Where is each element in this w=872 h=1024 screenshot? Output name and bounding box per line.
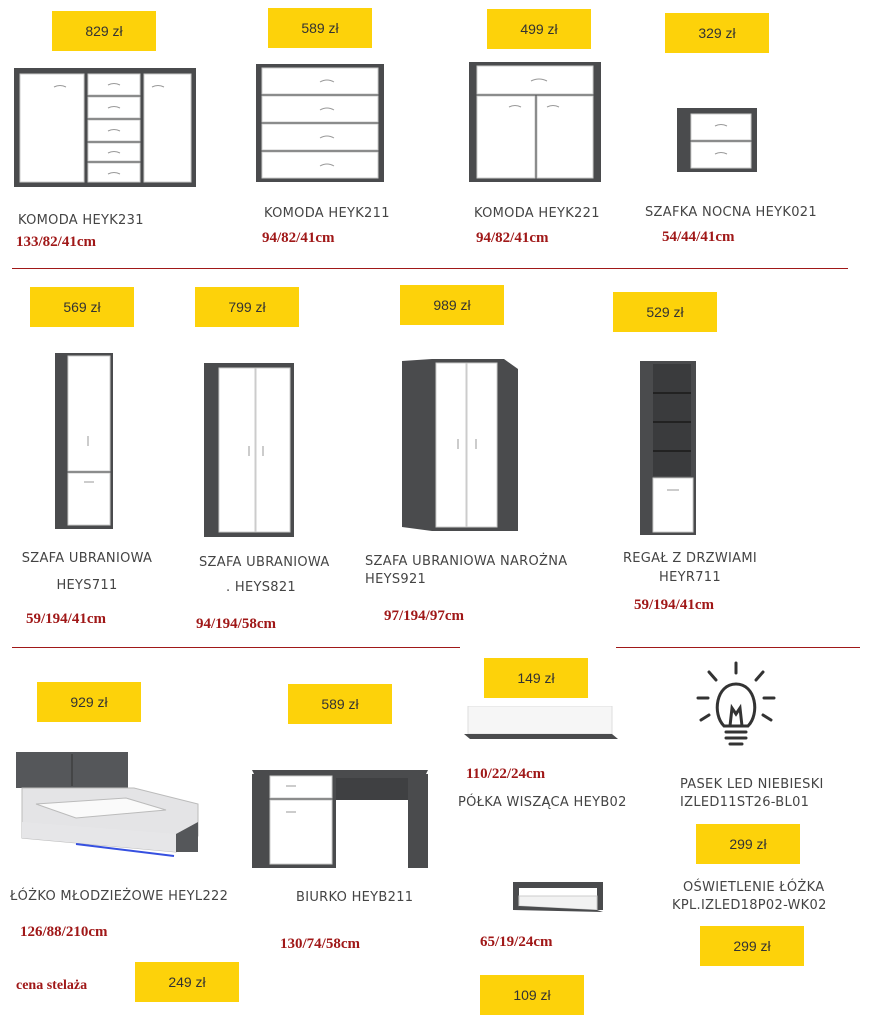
dresser-heyk211-image [254, 62, 386, 184]
lightbulb-icon [696, 660, 776, 752]
product-name: ŁÓŻKO MŁODZIEŻOWE HEYL222 [10, 889, 229, 904]
product-name: REGAŁ Z DRZWIAMI [622, 551, 758, 566]
row-divider [236, 647, 460, 648]
product-name: HEYR711 [659, 570, 721, 585]
product-name: KOMODA HEYK211 [264, 206, 390, 221]
wardrobe-heys821-image [203, 362, 295, 538]
price-tag: 929 zł [37, 682, 141, 722]
product-dimensions: 65/19/24cm [480, 934, 553, 950]
product-dimensions: 59/194/41cm [26, 611, 106, 627]
price-tag: 329 zł [665, 13, 769, 53]
product-dimensions: 94/82/41cm [262, 230, 335, 246]
dresser-heyk231-image [12, 65, 198, 189]
product-dimensions: 133/82/41cm [16, 234, 96, 250]
product-name: SZAFA UBRANIOWA [199, 555, 330, 570]
product-dimensions: 94/194/58cm [196, 616, 276, 632]
bed-frame-price-label: cena stelaża [16, 978, 88, 993]
wardrobe-heys711-image [54, 352, 114, 530]
corner-wardrobe-heys921-image [400, 357, 520, 533]
product-name: KOMODA HEYK231 [18, 213, 144, 228]
product-name: . HEYS821 [226, 580, 296, 595]
product-name: SZAFA UBRANIOWA NAROŻNA [365, 554, 568, 569]
product-name: SZAFA UBRANIOWA [21, 551, 153, 566]
product-name: KOMODA HEYK221 [474, 206, 600, 221]
product-dimensions: 94/82/41cm [476, 230, 549, 246]
price-tag: 109 zł [480, 975, 584, 1015]
product-dimensions: 130/74/58cm [280, 936, 360, 952]
row-divider [430, 268, 848, 269]
price-tag: 989 zł [400, 285, 504, 325]
price-tag: 299 zł [700, 926, 804, 966]
bed-frame-price-tag: 249 zł [135, 962, 239, 1002]
product-name: BIURKO HEYB211 [296, 890, 414, 905]
price-tag: 299 zł [696, 824, 800, 864]
product-dimensions: 59/194/41cm [634, 597, 714, 613]
product-name: SZAFKA NOCNA HEYK021 [645, 205, 817, 220]
product-dimensions: 110/22/24cm [466, 766, 546, 782]
product-name: HEYS711 [56, 578, 118, 593]
product-name: PASEK LED NIEBIESKI [680, 777, 824, 792]
product-name: PÓŁKA WISZĄCA HEYB02 [458, 795, 627, 810]
price-tag: 569 zł [30, 287, 134, 327]
wall-shelf-heyb02-image [464, 706, 618, 742]
row-divider [616, 647, 860, 648]
product-dimensions: 126/88/210cm [20, 924, 108, 940]
price-tag: 149 zł [484, 658, 588, 698]
product-dimensions: 97/194/97cm [384, 608, 464, 624]
price-tag: 529 zł [613, 292, 717, 332]
price-tag: 589 zł [268, 8, 372, 48]
desk-heyb211-image [252, 768, 428, 868]
dresser-heyk221-image [467, 60, 603, 184]
product-name: IZLED11ST26-BL01 [680, 795, 810, 810]
product-name: KPL.IZLED18P02-WK02 [672, 898, 827, 913]
price-tag: 589 zł [288, 684, 392, 724]
row-divider [12, 268, 430, 269]
product-name: HEYS921 [365, 572, 427, 587]
product-name: OŚWIETLENIE ŁÓŻKA [683, 880, 825, 895]
price-tag: 829 zł [52, 11, 156, 51]
price-tag: 799 zł [195, 287, 299, 327]
price-tag: 499 zł [487, 9, 591, 49]
nightstand-heyk021-image [675, 106, 759, 174]
bookcase-heyr711-image [639, 360, 697, 536]
product-dimensions: 54/44/41cm [662, 229, 735, 245]
row-divider [12, 647, 236, 648]
small-shelf-image [513, 880, 603, 914]
bed-heyl222-image [16, 752, 202, 864]
